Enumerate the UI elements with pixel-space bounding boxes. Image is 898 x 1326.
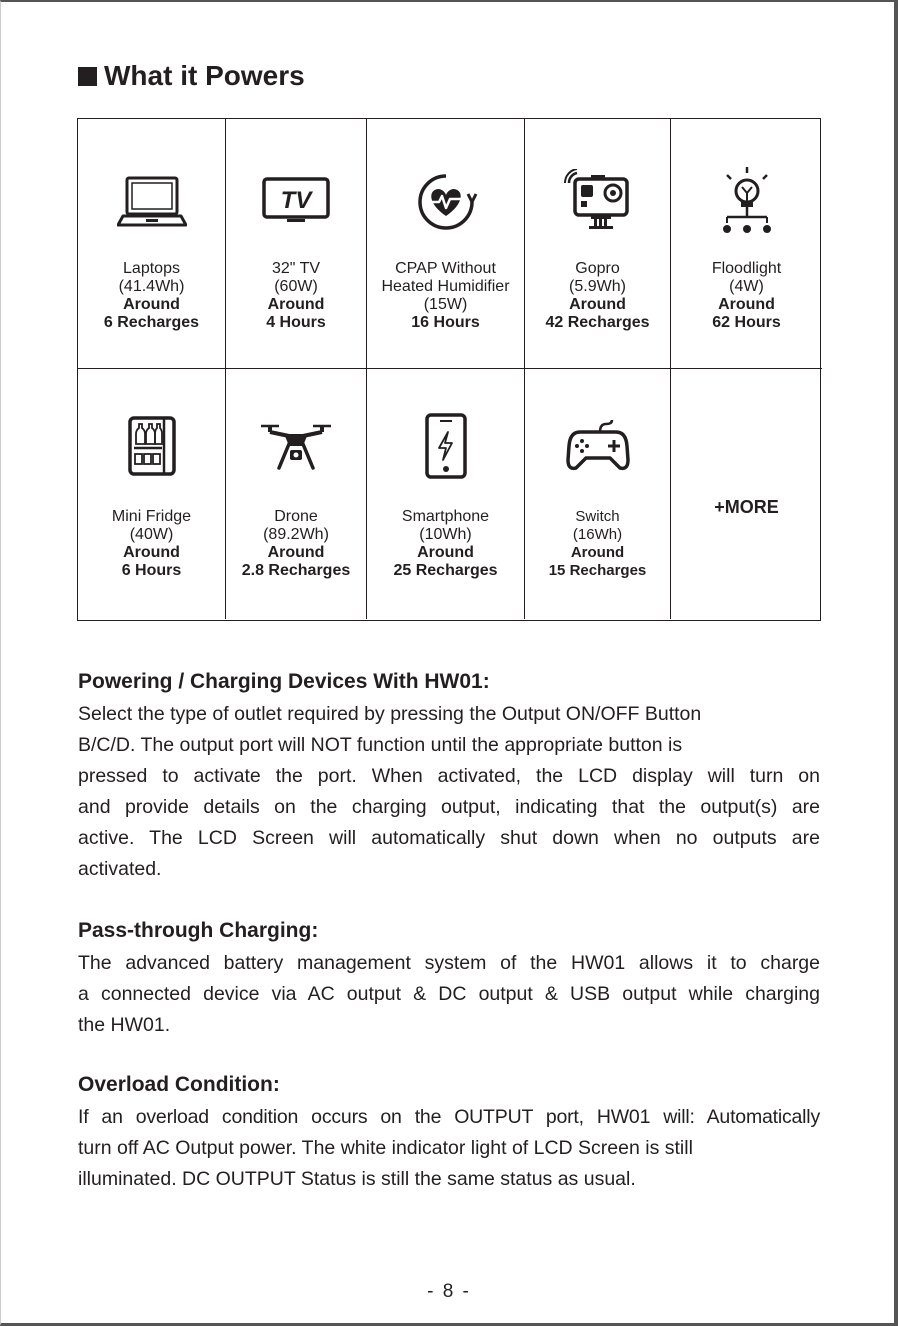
device-cell-cpap: [367, 119, 525, 369]
drone-icon: [256, 411, 336, 481]
device-cell-tv: [226, 119, 367, 369]
title-square-icon: [78, 67, 97, 86]
device-label: Floodlight (4W) Around 62 Hours: [711, 260, 782, 331]
powering-title: Powering / Charging Devices With HW01:: [78, 670, 490, 693]
tv-icon: [256, 167, 336, 237]
passthrough-section: [78, 918, 820, 1041]
powering-paragraph: Select the type of outlet required by pressing the Output ON/OFF Button B/C/D. The output port will NOT function until the appropriate button is pressed to activate the port. When activated, the LCD display will turn on and provide details on the charging output, indicating that the output(s) are active. The LCD Screen will automatically shut down when no outputs are activated.: [78, 703, 820, 880]
device-cell-drone: [226, 369, 367, 619]
device-label: Gopro (5.9Wh) Around 42 Recharges: [545, 260, 650, 331]
passthrough-title: Pass-through Charging:: [78, 919, 319, 942]
device-cell-more: [671, 369, 822, 619]
device-label: CPAP Without Heated Humidifier (15W) 16 Hours: [381, 260, 510, 331]
device-cell-mini-fridge: [78, 369, 226, 619]
device-label: 32" TV (60W) Around 4 Hours: [266, 260, 326, 331]
device-cell-smartphone: [367, 369, 525, 619]
page-number: - 8 -: [427, 1281, 471, 1302]
device-label: Switch (16Wh) Around 15 Recharges: [548, 508, 647, 579]
device-label: Laptops (41.4Wh) Around 6 Recharges: [103, 260, 200, 331]
overload-paragraph: If an overload condition occurs on the OUTPUT port, HW01 will: Automatically turn off AC Output power. The white indicator light of LCD Screen is still illuminated. DC OUTPUT Status is still the same status as usual.: [78, 1106, 820, 1190]
section-title-text: What it Powers: [104, 60, 305, 91]
device-cell-floodlight: [671, 119, 822, 369]
tv-icon-text: TV: [280, 187, 312, 214]
action-camera-icon: [558, 167, 638, 237]
device-label: Smartphone (10Wh) Around 25 Recharges: [393, 508, 498, 579]
overload-title: Overload Condition:: [78, 1073, 280, 1096]
powering-section: [78, 669, 820, 885]
device-grid: [77, 118, 821, 621]
cpap-heart-icon: [406, 167, 486, 237]
mini-fridge-icon: [112, 411, 192, 481]
floodlight-icon: [707, 167, 787, 237]
overload-section: [78, 1072, 820, 1195]
device-cell-gopro: [525, 119, 671, 369]
device-cell-switch: [525, 369, 671, 619]
smartphone-icon: [406, 411, 486, 481]
more-label: +MORE: [714, 497, 779, 517]
device-label: Drone (89.2Wh) Around 2.8 Recharges: [241, 508, 351, 579]
section-title: [78, 60, 305, 92]
device-cell-laptops: [78, 119, 226, 369]
device-label: Mini Fridge (40W) Around 6 Hours: [111, 508, 192, 579]
gamepad-icon: [558, 411, 638, 481]
laptop-icon: [112, 167, 192, 237]
passthrough-paragraph: The advanced battery management system of the HW01 allows it to charge a connected device via AC output & DC output & USB output while charging the HW01.: [78, 952, 820, 1036]
